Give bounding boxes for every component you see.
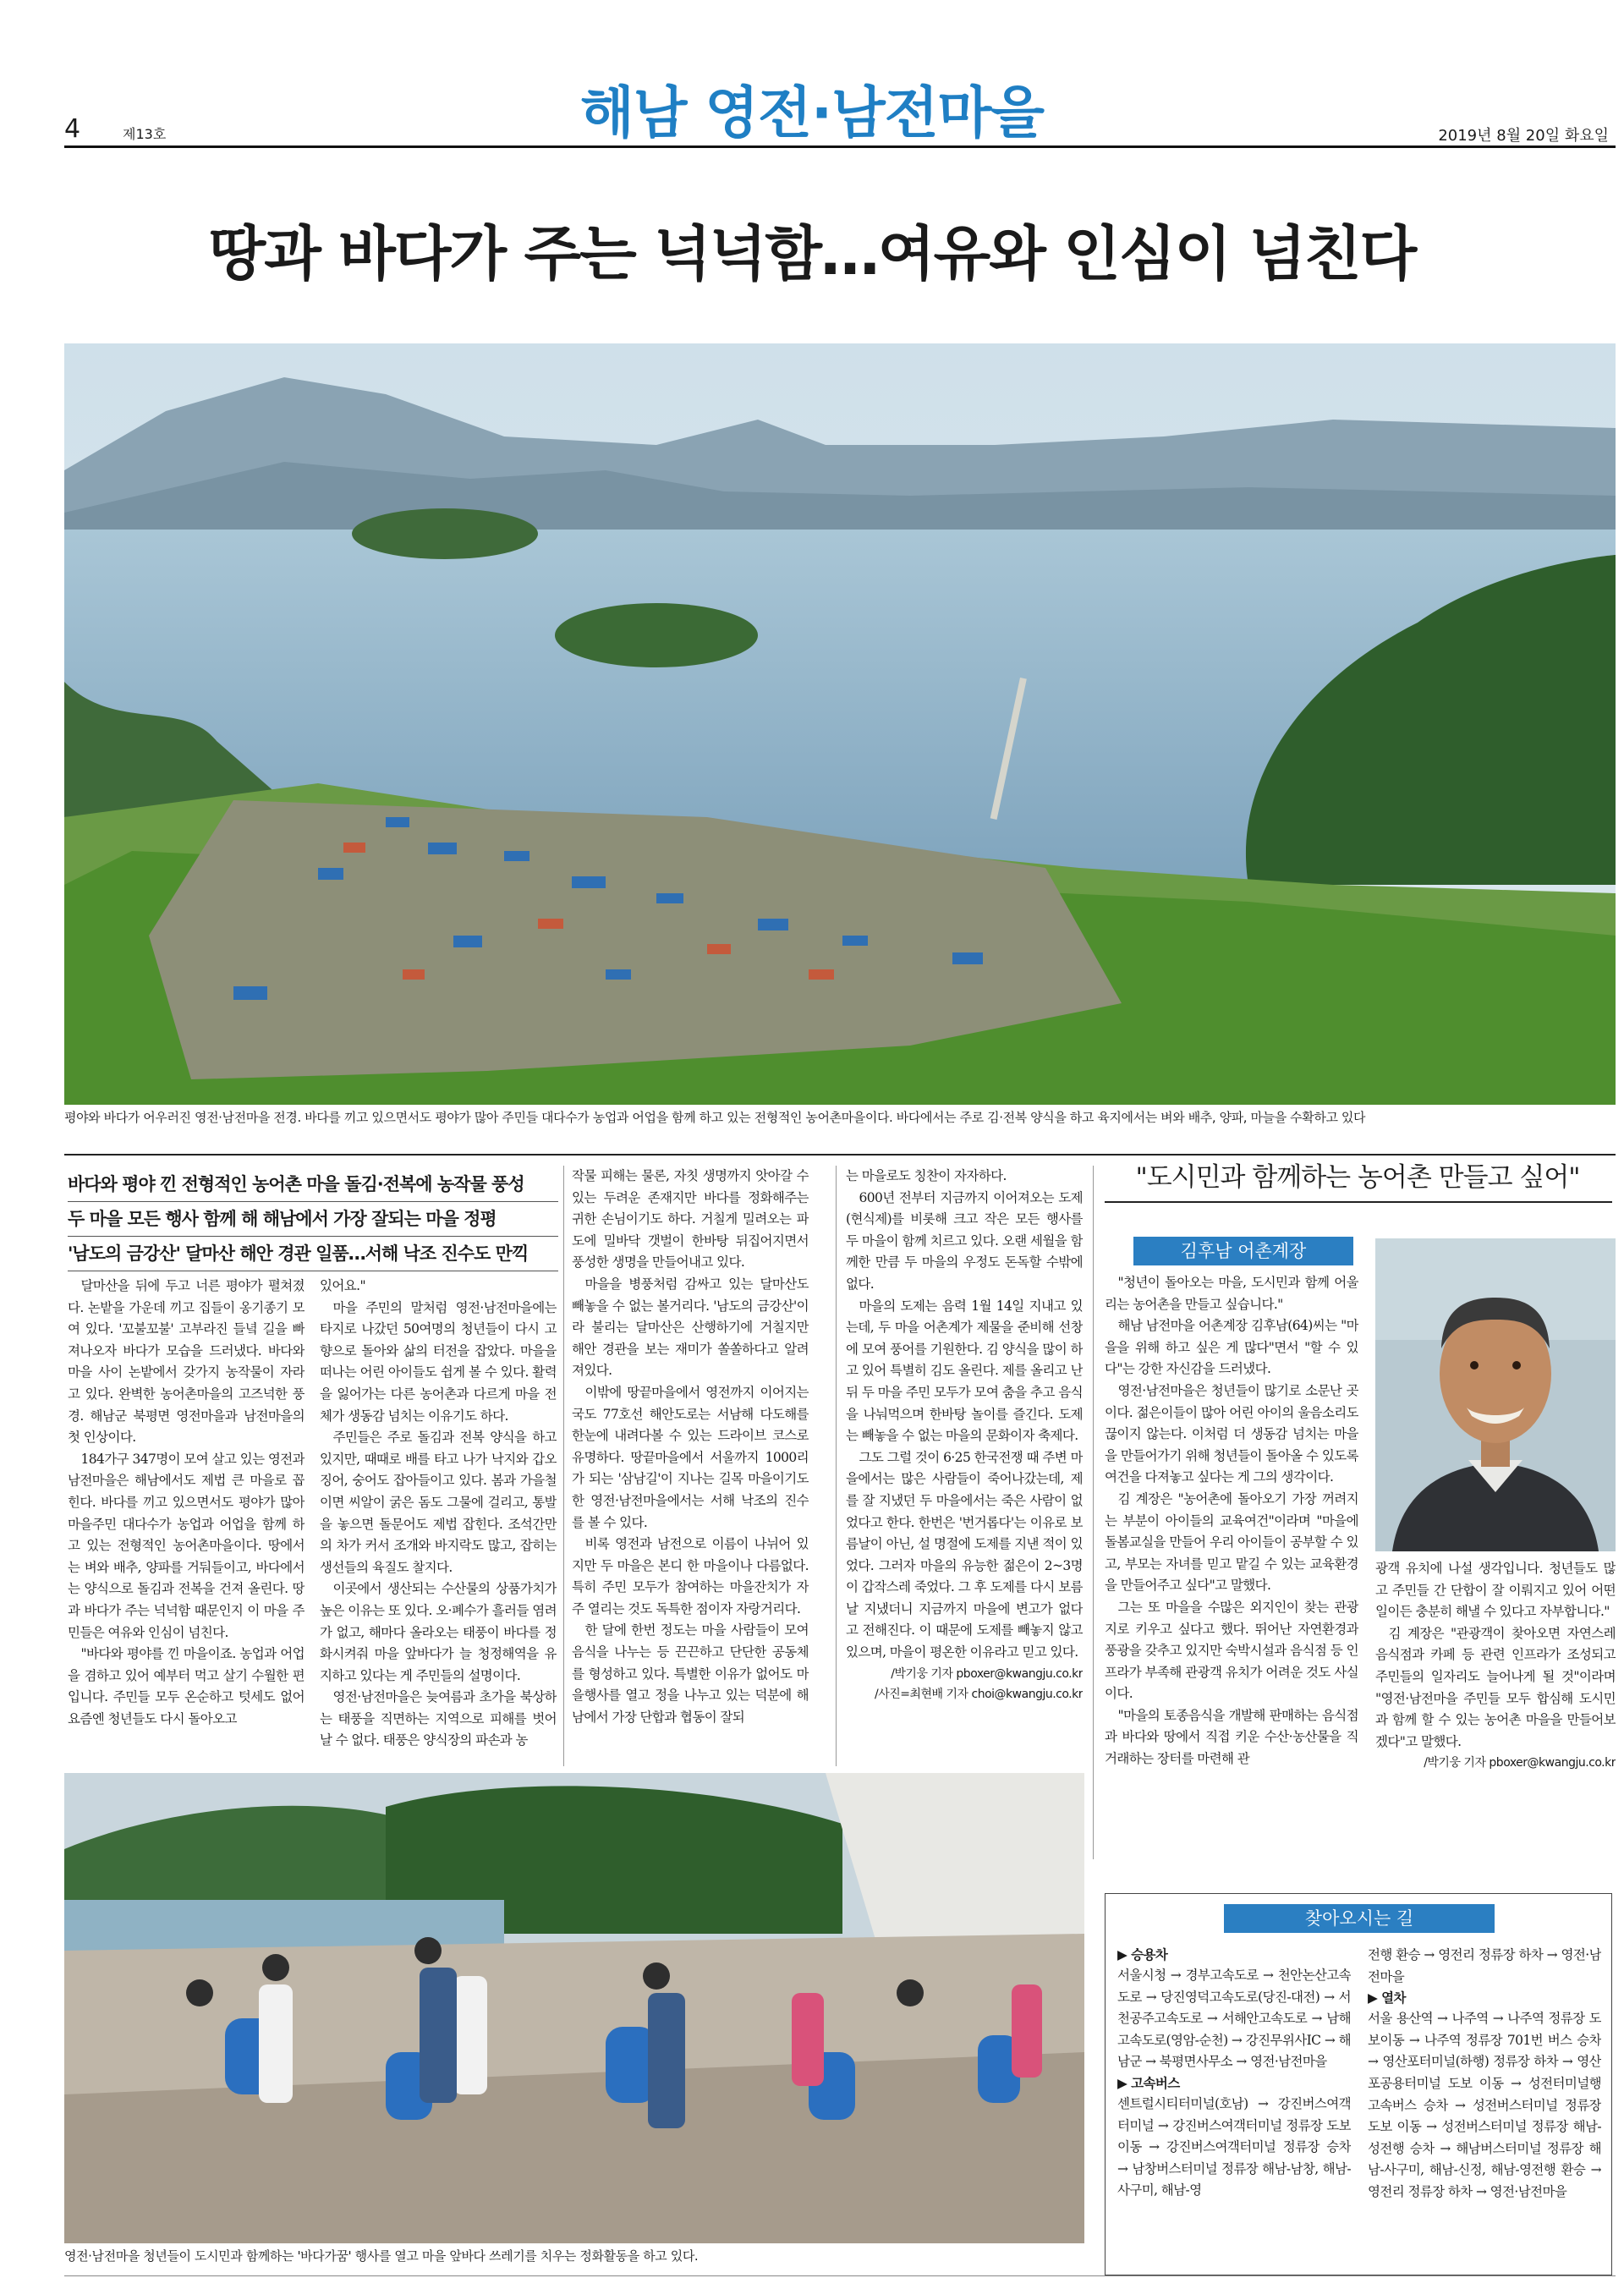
paragraph: 이밖에 땅끝마을에서 영전까지 이어지는 국도 77호선 해안도로는 서남해 다도해를 한눈에 내려다볼 수 있는 드라이브 코스로 유명하다. 땅끝마을에서 서울까지 1000리가 되는 '삼남길'이 지나는 길목 마을이기도 한 영전·남전마을에서는 서해 낙조의 진수를 볼 수 있다.: [572, 1384, 809, 1530]
paragraph: 마을을 병풍처럼 감싸고 있는 달마산도 빼놓을 수 없는 볼거리다. '남도의 금강산'이라 불리는 달마산은 산행하기에 거칠지만 해안 경관을 보는 재미가 쏠쏠하다고 알려져있다.: [572, 1276, 809, 1379]
headline: 땅과 바다가 주는 넉넉함…여유와 인심이 넘친다: [208, 219, 1416, 288]
bus-label: ▶ 고속버스: [1117, 2075, 1180, 2091]
bus-route-continued: 전행 환승 → 영전리 정류장 하차 → 영전·남전마을: [1368, 1947, 1601, 1984]
section-divider: [64, 1154, 1616, 1155]
paragraph: "청년이 돌아오는 마을, 도시민과 함께 어울리는 농어촌을 만들고 싶습니다.": [1105, 1275, 1358, 1312]
article-column-4: [846, 1166, 1083, 1766]
cleanup-event-photo: [64, 1773, 1084, 2243]
village-aerial-photo: [64, 343, 1616, 1105]
header-rule: [64, 145, 1616, 148]
paragraph: "마을의 토종음식을 개발해 판매하는 음식점과 바다와 땅에서 직접 키운 수산·농산물을 직거래하는 장터를 마련해 관: [1105, 1707, 1358, 1767]
column-divider: [1093, 1166, 1094, 1859]
paragraph: 있어요.": [320, 1278, 365, 1293]
paragraph: 광객 유치에 나설 생각입니다. 청년들도 많고 주민들 간 단합이 잘 이뤄지고 있어 어떤 일이든 충분히 해낼 수 있다고 자부합니다.": [1375, 1561, 1616, 1620]
paragraph: 영전·남전마을은 청년들이 많기로 소문난 곳이다. 젊은이들이 많아 어린 아이의 울음소리도 끊이지 않는다. 이처럼 더 생동감 넘치는 마을을 만들어가기 위해 청년들이 돌아올 수 있도록 여건을 다져놓고 싶다는 게 그의 생각이다.: [1105, 1382, 1358, 1485]
paragraph: "바다와 평야를 낀 마을이죠. 농업과 어업을 겸하고 있어 예부터 먹고 살기 수월한 편입니다. 주민들 모두 온순하고 텃세도 없어 요즘엔 청년들도 다시 돌아오고: [68, 1646, 304, 1726]
paragraph: 이곳에서 생산되는 수산물의 상품가치가 높은 이유는 또 있다. 오·폐수가 흘러들 염려가 없고, 해마다 올라오는 태풍이 바다를 정화시켜줘 마을 앞바다가 늘 청정해역을 유지하고 있다는 게 주민들의 설명이다.: [320, 1581, 557, 1683]
subhead-3: '남도의 금강산' 달마산 해안 경관 일품…서해 낙조 진수도 만끽: [68, 1237, 558, 1271]
paragraph: 영전·남전마을은 늦여름과 초가을 북상하는 태풍을 직면하는 지역으로 피해를 벗어날 수 없다. 태풍은 양식장의 파손과 농: [320, 1689, 557, 1748]
column-divider: [563, 1166, 564, 1766]
reporter-byline: /박기웅 기자 pboxer@kwangju.co.kr: [891, 1666, 1083, 1681]
car-label: ▶ 승용차: [1117, 1947, 1168, 1962]
paragraph: 작물 피해는 물론, 자칫 생명까지 앗아갈 수 있는 두려운 존재지만 바다를 정화해주는 귀한 손님이기도 하다. 거칠게 밀려오는 파도에 밀바닥 갯벌이 한바탕 뒤집어지면서 풍성한 생명을 만들어내고 있다.: [572, 1168, 809, 1271]
directions-column-b: [1368, 1945, 1601, 2270]
bottom-photo-caption: 영전·남전마을 청년들이 도시민과 함께하는 '바다가꿈' 행사를 열고 마을 앞바다 쓰레기를 치우는 정화활동을 하고 있다.: [64, 2248, 699, 2264]
footer-rule: [64, 2275, 1616, 2276]
interview-column-a: [1105, 1272, 1358, 1853]
paragraph: 해남 남전마을 어촌계장 김후남(64)씨는 "마을을 위해 하고 싶은 게 많다"면서 "할 수 있다"는 강한 자신감을 드러냈다.: [1105, 1318, 1358, 1377]
publication-date: 2019년 8월 20일 화요일: [1438, 127, 1609, 145]
interviewee-tag: 김후남 어촌계장: [1133, 1237, 1353, 1265]
issue-number: 제13호: [123, 126, 167, 142]
page-number: 4: [64, 114, 81, 144]
article-column-1: [68, 1276, 304, 1766]
subheads: [68, 1167, 558, 1271]
photographer-byline: /사진=최현배 기자 choi@kwangju.co.kr: [875, 1687, 1083, 1701]
paragraph: 는 마을로도 칭찬이 자자하다.: [846, 1168, 1007, 1183]
article-column-3: [572, 1166, 809, 1766]
paragraph: 김 계장은 "관광객이 찾아오면 자연스레 음식점과 카페 등 관련 인프라가 조성되고 주민들의 일자리도 늘어나게 될 것"이라며 "영전·남전마을 주민들 모두 합심해 도시민과 함께 할 수 있는 농어촌 마을을 만들어보겠다"고 말했다.: [1375, 1625, 1616, 1749]
interviewee-portrait: [1375, 1238, 1616, 1551]
paragraph: 한 달에 한번 정도는 마을 사람들이 모여 음식을 나누는 등 끈끈하고 단단한 공동체를 형성하고 있다. 특별한 이유가 없어도 마을행사를 열고 정을 나누고 있는 덕분에 해남에서 가장 단합과 협동이 잘되: [572, 1622, 809, 1725]
article-column-2: [320, 1276, 557, 1766]
paragraph: 마을 주민의 말처럼 영전·남전마을에는 타지로 나갔던 50여명의 청년들이 다시 고향으로 돌아와 삶의 터전을 잡았다. 마을을 떠나는 어린 아이들도 쉽게 볼 수 있다. 활력을 잃어가는 다른 농어촌과 다르게 마을 전체가 생동감 넘치는 이유기도 하다.: [320, 1299, 557, 1424]
paragraph: 김 계장은 "농어촌에 돌아오기 가장 꺼려지는 부분이 아이들의 교육여건"이라며 "마을에 돌봄교실을 만들어 우리 아이들이 공부할 수 있고, 부모는 자녀를 믿고 맡길 수 있는 교육환경을 만들어주고 싶다"고 말했다.: [1105, 1490, 1358, 1594]
interview-byline: /박기웅 기자 pboxer@kwangju.co.kr: [1424, 1756, 1616, 1770]
directions-title: 찾아오시는 길: [1224, 1904, 1495, 1933]
subhead-2: 두 마을 모든 행사 함께 해 해남에서 가장 잘되는 마을 정평: [68, 1202, 558, 1237]
column-divider: [836, 1166, 837, 1766]
paragraph: 주민들은 주로 돌김과 전복 양식을 하고 있지만, 때때로 배를 타고 나가 낙지와 갑오징어, 숭어도 잡아들이고 있다. 봄과 가을철이면 씨알이 굵은 돔도 그물에 걸리고, 통발을 놓으면 돌문어도 제법 잡힌다. 조석간만의 차가 커서 조개와 바지락도 많고, 잡히는 생선들의 육질도 찰지다.: [320, 1430, 557, 1575]
paragraph: 마을의 도제는 음력 1월 14일 지내고 있는데, 두 마을 어촌계가 제물을 준비해 선창에 모여 풍어를 기원한다. 김 양식을 많이 하고 있어 특별히 김도 올린다. 제를 올리고 난 뒤 두 마을 주민 모두가 모여 춤을 추고 음식을 나눠먹으며 한바탕 놀이를 즐긴다. 도제는 빼놓을 수 없는 마을의 문화이자 축제다.: [846, 1298, 1083, 1444]
directions-box: [1105, 1893, 1612, 2275]
paragraph: 그는 또 마을을 수많은 외지인이 찾는 관광지로 키우고 싶다고 했다. 뛰어난 자연환경과 풍광을 갖추고 있지만 숙박시설과 음식점 등 인프라가 부족해 관광객 유치가 어려운 것도 사실이다.: [1105, 1599, 1358, 1702]
section-title: 해남 영전·남전마을: [579, 80, 1045, 145]
bus-route: 센트럴시티터미널(호남) → 강진버스여객터미널 → 강진버스여객터미널 정류장 도보이동 → 강진버스여객터미널 정류장 승차 → 남창버스터미널 정류장 해남-남창, 해남-사구미, 해남-영: [1117, 2095, 1351, 2198]
train-label: ▶ 열차: [1368, 1990, 1406, 2006]
interview-title: "도시민과 함께하는 농어촌 만들고 싶어": [1135, 1162, 1580, 1193]
paragraph: 달마산을 뒤에 두고 너른 평야가 펼쳐졌다. 논밭을 가운데 끼고 집들이 옹기종기 모여 있다. '꼬불꼬불' 고부라진 들녘 길을 빠져나오자 바다가 모습을 드러냈다. 바다와 마을 사이 논밭에서 갖가지 농작물이 자라고 있다. 완벽한 농어촌마을의 고즈넉한 풍경. 해남군 북평면 영전마을과 남전마을의 첫 인상이다.: [68, 1278, 304, 1446]
paragraph: 184가구 347명이 모여 살고 있는 영전과 남전마을은 해남에서도 제법 큰 마을로 꼽힌다. 바다를 끼고 있으면서도 평야가 많아 마을주민 대다수가 농업과 어업을 함께 하고 있는 전형적인 농어촌마을이다. 땅에서는 벼와 배추, 양파를 거둬들이고, 바다에서는 양식으로 돌김과 전복을 건져 올린다. 땅과 바다가 주는 넉넉함 때문인지 이 마을 주민들은 여유와 인심이 넘친다.: [68, 1451, 304, 1640]
train-route: 서울 용산역 → 나주역 → 나주역 정류장 도보이동 → 나주역 정류장 701번 버스 승차 → 영산포터미널(하행) 정류장 하차 → 영산포공용터미널 도보 이동 → 성전터미널행 고속버스 승차 → 성전버스터미널 정류장 도보 이동 → 성전버스터미널 정류장 해남-성전행 승차 → 해남버스터미널 정류장 해남-사구미, 해남-신정, 해남-영전행 환승 → 영전리 정류장 하차 → 영전·남전마을: [1368, 2011, 1601, 2199]
top-photo-caption: 평야와 바다가 어우러진 영전·남전마을 전경. 바다를 끼고 있으면서도 평야가 많아 주민들 대다수가 농업과 어업을 함께 하고 있는 전형적인 농어촌마을이다. 바다에서는 주로 김·전복 양식을 하고 육지에서는 벼와 배추, 양파, 마늘을 수확하고 있다: [64, 1110, 1366, 1125]
subhead-1: 바다와 평야 낀 전형적인 농어촌 마을 돌김·전복에 농작물 풍성: [68, 1167, 558, 1202]
paragraph: 그도 그럴 것이 6·25 한국전쟁 때 주변 마을에서는 많은 사람들이 죽어나갔는데, 제를 잘 지냈던 두 마을에서는 죽은 사람이 없었다고 한다. 한번은 '번거롭다'는 이유로 보름날이 아닌, 설 명절에 도제를 지낸 적이 있었다. 그러자 마을의 유능한 젊은이 2~3명이 갑작스레 죽었다. 그 후 도제를 다시 보름날 지냈더니 지금까지 마을에 변고가 없다고 전해진다. 이 때문에 도제를 빼놓지 않고 있으며, 마을이 평온한 이유라고 믿고 있다.: [846, 1449, 1083, 1660]
interview-title-rule: [1105, 1201, 1612, 1203]
car-route: 서울시청 → 경부고속도로 → 천안논산고속도로 → 당진영덕고속도로(당진-대전) → 서천공주고속도로 → 서해안고속도로 → 남해고속도로(영암-순천) → 강진무위사IC → 해남군 → 북평면사무소 → 영전·남전마을: [1117, 1968, 1351, 2070]
paragraph: 600년 전부터 지금까지 이어져오는 도제(현식제)를 비롯해 크고 작은 모든 행사를 두 마을이 함께 치르고 있다. 오랜 세월을 함께한 만큼 두 마을의 우정도 돈독할 수밖에 없다.: [846, 1189, 1083, 1292]
directions-column-a: [1117, 1945, 1351, 2270]
paragraph: 비록 영전과 남전으로 이름이 나뉘어 있지만 두 마을은 본디 한 마을이나 다름없다. 특히 주민 모두가 참여하는 마을잔치가 자주 열리는 것도 독특한 점이자 자랑거리다.: [572, 1536, 809, 1617]
interview-column-b: [1375, 1558, 1616, 1854]
